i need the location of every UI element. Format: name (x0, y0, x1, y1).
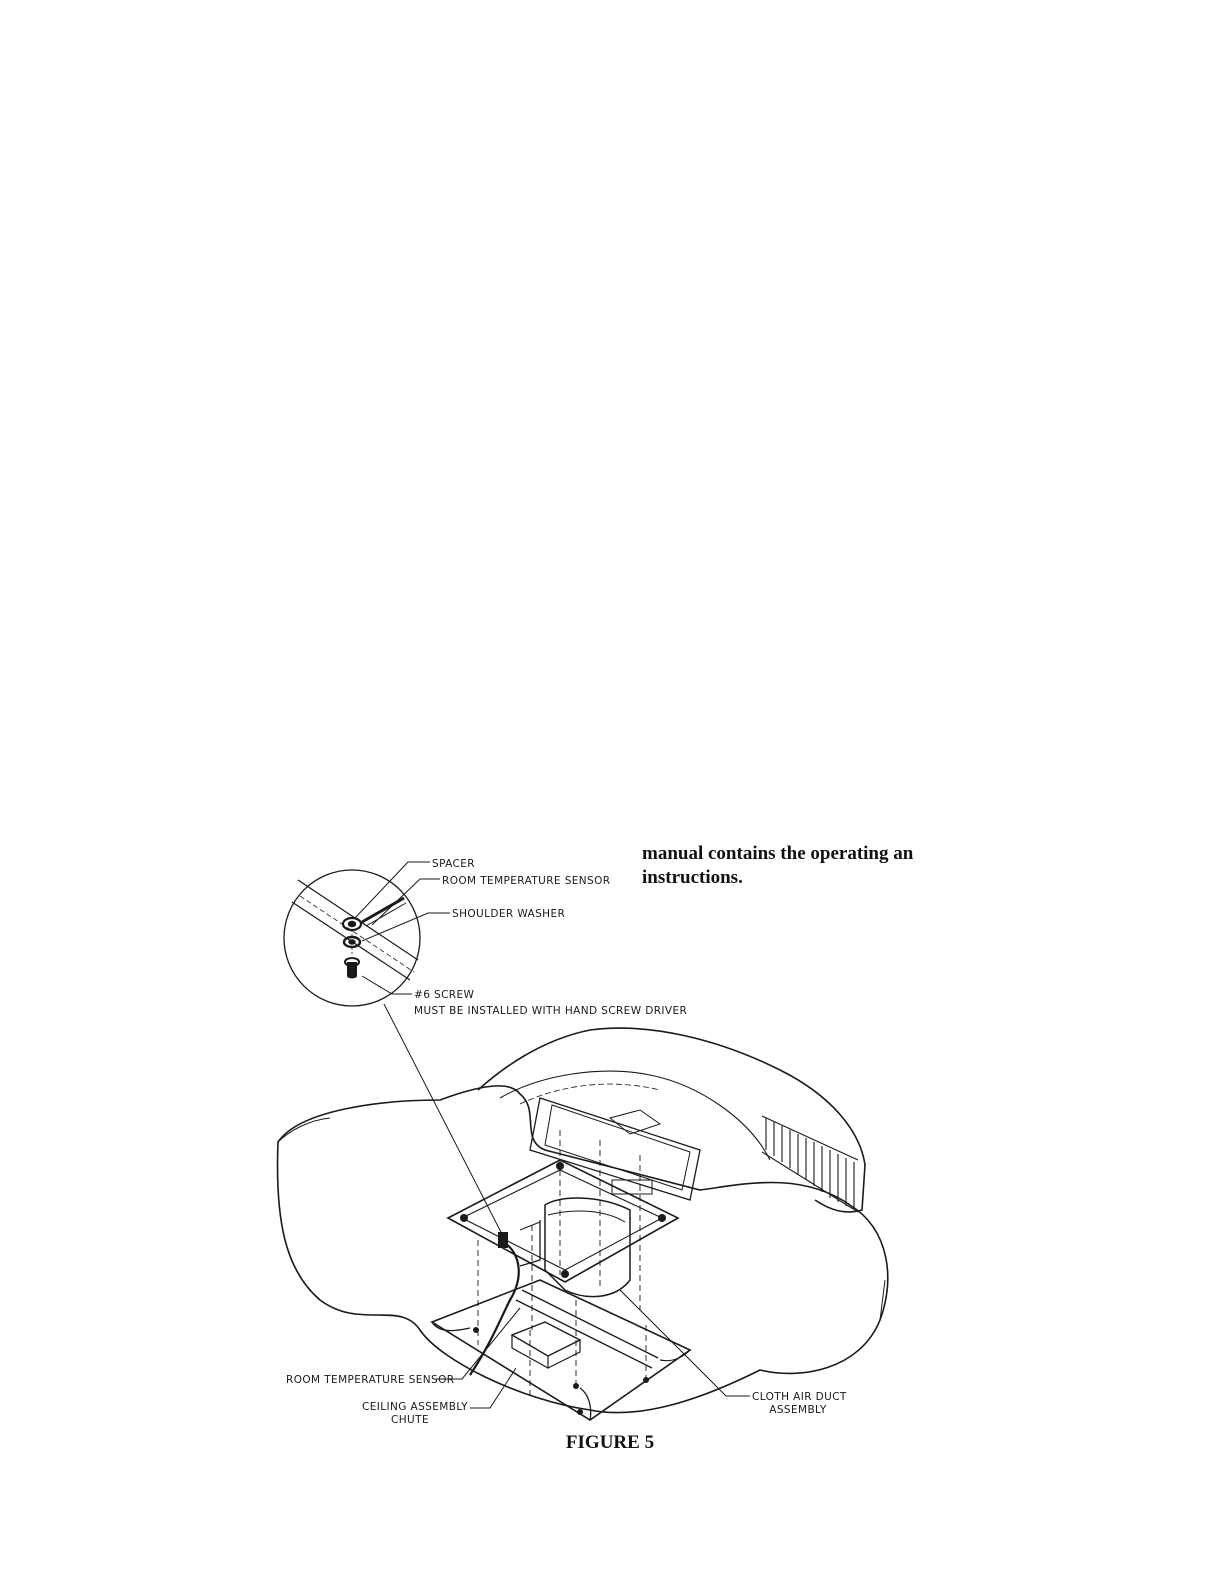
label-room-temperature-sensor-top: ROOM TEMPERATURE SENSOR (442, 875, 611, 887)
body-text-line-2: instructions. (642, 867, 743, 888)
label-spacer: SPACER (432, 858, 475, 870)
ceiling-assembly (432, 1280, 690, 1420)
ac-unit-drawing (277, 1028, 887, 1420)
shroud-vent (762, 1116, 858, 1212)
label-shoulder-washer: SHOULDER WASHER (452, 908, 566, 920)
label-cloth-air-duct-assembly: ASSEMBLY (769, 1404, 827, 1416)
label-cloth-air-duct: CLOTH AIR DUCT (752, 1391, 847, 1403)
screw-part (345, 958, 359, 979)
bottom-leaders (436, 1290, 750, 1408)
label-screw-note: MUST BE INSTALLED WITH HAND SCREW DRIVER (414, 1005, 688, 1017)
label-chute: CHUTE (391, 1414, 429, 1426)
mounting-plate (448, 1160, 678, 1282)
detail-view (284, 870, 420, 1006)
label-screw: #6 SCREW (414, 989, 475, 1001)
body-text-line-1: manual contains the operating an (642, 843, 914, 864)
label-ceiling-assembly: CEILING ASSEMBLY (361, 1401, 468, 1413)
label-room-temperature-sensor-bottom: ROOM TEMPERATURE SENSOR (286, 1374, 455, 1386)
figure-caption: FIGURE 5 (565, 1432, 655, 1453)
